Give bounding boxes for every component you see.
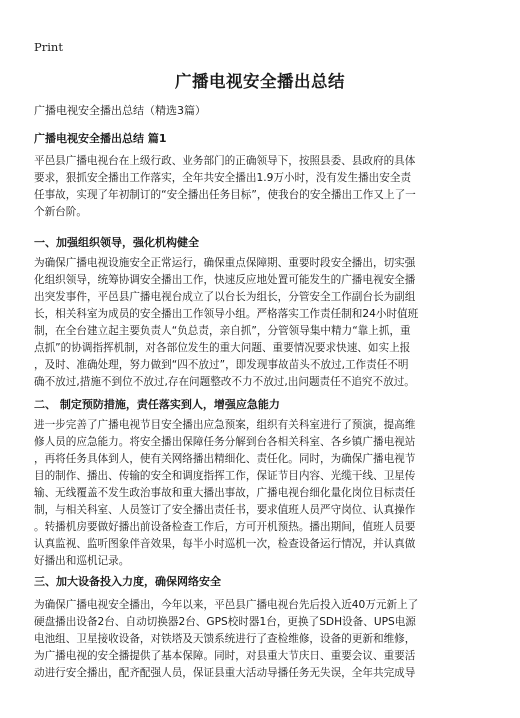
section-3-paragraph (34, 597, 489, 682)
paragraph-line: 为确保广播电视设施安全正常运行，确保重点保障期、重要时段安全播出，切实强 (34, 257, 416, 269)
paragraph-line: 电池组、卫星接收设备，对铁塔及天馈系统进行了查检维修，设备的更新和维修， (34, 633, 416, 645)
print-link[interactable]: Print (34, 40, 63, 54)
section-1-paragraph (34, 255, 489, 391)
paragraph-line: 制，与相关科室、人员签订了安全播出责任书，要求值班人员严守岗位、认真操作 (34, 504, 416, 516)
paragraph-line: 长，相关科室为成员的安全播出工作领导小组。严格落实工作责任制和24小时值班 (34, 308, 419, 320)
paragraph-line: 好播出和巡机记录。 (34, 555, 130, 567)
paragraph-line: 硬盘播出设备2台、自动切换器2台、GPS校时器1台，更换了SDH设备、UPS电源 (34, 616, 416, 628)
paragraph-line: 出突发事件，平邑县广播电视台成立了以台长为组长，分管安全工作副台长为副组 (34, 291, 416, 303)
paragraph-line: 个新台阶。 (34, 206, 87, 218)
paragraph-line: 动进行安全播出，配齐配强人员，保证县重大活动导播任务无失误，全年共完成导 (34, 667, 416, 679)
paragraph-line: 目的制作、播出、传输的安全和调度指挥工作，保证节目内容、光缆干线、卫星传 (34, 470, 416, 482)
article-heading: 广播电视安全播出总结 篇1 (34, 132, 167, 145)
paragraph-line: 。转播机房要做好播出前设备检查工作后，方可开机预热。播出期间，值班人员要 (34, 521, 416, 533)
paragraph-line: ，再将任务具体到人，使有关网络播出精细化、责任化。同时，为确保广播电视节 (34, 453, 416, 465)
section-2-heading: 二、 制定预防措施，责任落实到人，增强应急能力 (34, 398, 280, 411)
intro-paragraph (34, 153, 489, 221)
section-1-heading: 一、加强组织领导，强化机构健全 (34, 236, 199, 249)
paragraph-line: 任事故，实现了年初制订的“安全播出任务目标”，使我台的安全播出工作又上了一 (34, 189, 416, 201)
paragraph-line: 认真监视、监听图象伴音效果，每半小时巡机一次，检查设备运行情况，并认真做 (34, 538, 416, 550)
paragraph-line: 进一步完善了广播电视节目安全播出应急预案，组织有关科室进行了预演，提高维 (34, 419, 416, 431)
paragraph-line: 制，在全台建立起主要负责人“负总责，亲自抓”，分管领导集中精力“靠上抓，重 (34, 325, 411, 337)
paragraph-line: 要求，狠抓安全播出工作落实，全年共安全播出1.9万小时，没有发生播出安全责 (34, 172, 412, 184)
section-3-heading: 三、加大设备投入力度，确保网络安全 (34, 575, 221, 588)
paragraph-line: 修人员的应急能力。将安全播出保障任务分解到台各相关科室、各乡镇广播电视站 (34, 436, 416, 448)
paragraph-line: 为广播电视的安全播提供了基本保障。同时，对县重大节庆日、重要会议、重要活 (34, 650, 416, 662)
document-subtitle: 广播电视安全播出总结（精选3篇） (34, 104, 206, 117)
paragraph-line: 平邑县广播电视台在上级行政、业务部门的正确领导下，按照县委、县政府的具体 (34, 155, 416, 167)
section-2-paragraph (34, 417, 489, 570)
paragraph-line: 为确保广播电视安全播出，今年以来，平邑县广播电视台先后投入近40万元新上了 (34, 599, 419, 611)
paragraph-line: 确不放过,措施不到位不放过,存在问题整改不力不放过,出问题责任不追究不放过。 (34, 376, 415, 388)
paragraph-line: 输、无线覆盖不发生政治事故和重大播出事故，广播电视台细化量化岗位目标责任 (34, 487, 416, 499)
paragraph-line: ，及时、准确处理，努力做到“四不放过”，即发现事故苗头不放过,工作责任不明 (34, 359, 409, 371)
paragraph-line: 化组织领导，统筹协调安全播出工作，快速反应地处置可能发生的广播电视安全播 (34, 274, 416, 286)
page-title: 广播电视安全播出总结 (175, 72, 345, 91)
paragraph-line: 点抓”的协调指挥机制，对各部位发生的重大问题、重要情况要求快速、如实上报 (34, 342, 411, 354)
